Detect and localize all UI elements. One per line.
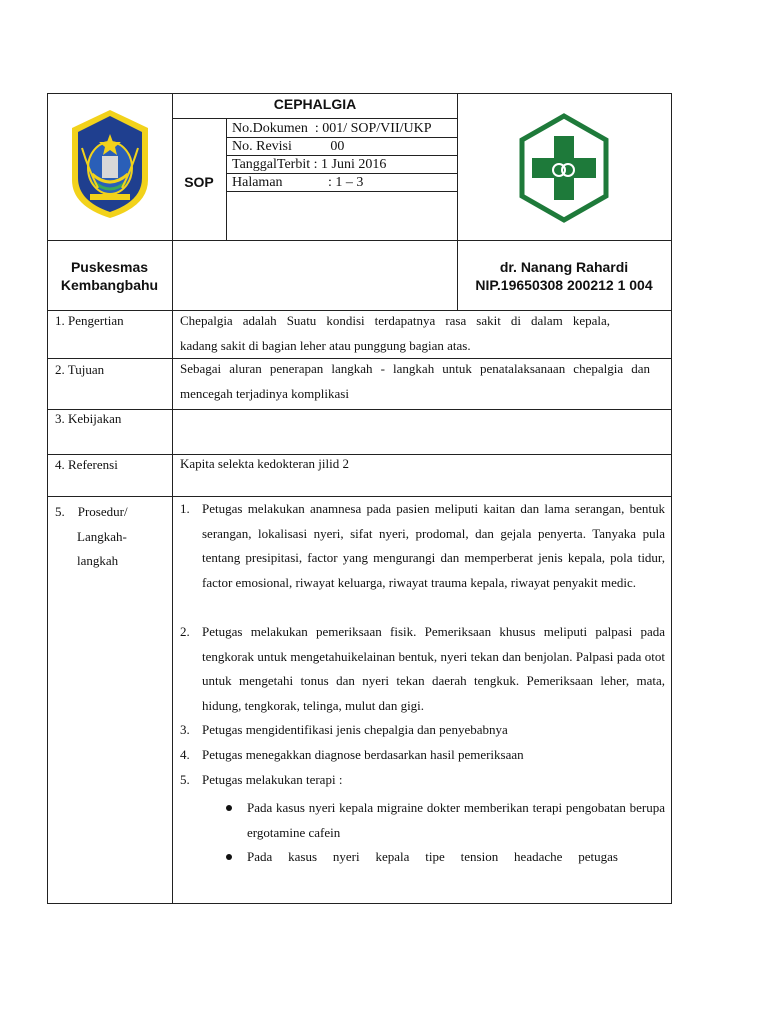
regency-crest-icon [68,108,152,220]
label-prosedur-line1: 5. Prosedur/ [55,504,128,519]
page-count: Halaman : 1 – 3 [232,175,364,190]
label-referensi: 4. Referensi [55,457,118,472]
sop-label: SOP [184,174,214,190]
org-name-line1: Puskesmas [70,259,149,275]
pengertian-line2: kadang sakit di bagian leher atau punggung bagian atas. [180,337,471,353]
procedure-step [180,497,665,595]
signer-nip: NIP.19650308 200212 1 004 [475,277,653,293]
step-text: Petugas melakukan pemeriksaan fisik. Pemeriksaan khusus meliputi palpasi pada tengkorak untuk mengetahuikelainan bentuk, nyeri tekan dan benjolan. Palpasi pada otot untuk mengetahi tonus dan nyeri tekan daerah tengkuk. Pemeriksaan leher, mata, hidung, tengkorak, telinga, mulut dan gigi. [202,624,665,713]
step-text: Petugas melakukan anamnesa pada pasien meliputi kaitan dan lama serangan, bentuk serangan, lokalisasi nyeri, sifat nyeri, prodomal, dan gejala penyerta. Tanyaka pula tentang presipitasi, factor yang mengurangi dan memperberat jenis kepala, pola tidur, factor emosional, riwayat keluarga, riwayat trauma kepala, riwayat penyakit medic. [202,501,665,590]
therapy-bullet [226,845,665,870]
bullet-dot-icon [226,805,232,811]
signer-block [457,258,671,294]
referensi-text: Kapita selekta kedokteran jilid 2 [180,456,349,471]
bullet-text: Pada kasus nyeri kepala tipe tension headache petugas [247,849,618,864]
step-number: 1. [180,501,190,516]
procedure-step [180,718,665,743]
document-title: CEPHALGIA [273,96,357,112]
step-text: Petugas menegakkan diagnose berdasarkan hasil pemeriksaan [202,747,524,762]
therapy-bullet [226,796,665,845]
step-number: 3. [180,722,190,737]
step-number: 4. [180,747,190,762]
procedure-step [180,743,665,768]
procedure-step [180,620,665,718]
label-tujuan: 2. Tujuan [55,362,105,377]
org-name [47,258,172,294]
label-prosedur-line2: Langkah- [77,528,127,544]
revision-number: No. Revisi 00 [232,139,345,154]
bullet-text: Pada kasus nyeri kepala migraine dokter memberikan terapi pengobatan berupa ergotamine cafein [247,800,665,840]
tujuan-text: Sebagai aluran penerapan langkah - langkah untuk penatalaksanaan chepalgia dan mencegah terjadinya komplikasi [180,361,650,401]
pengertian-line1: Chepalgia adalah Suatu kondisi terdapatnya rasa sakit di dalam kepala, [180,313,610,328]
procedure-step [180,768,665,793]
bullet-dot-icon [226,854,232,860]
step-text: Petugas melakukan terapi : [202,772,343,787]
label-kebijakan: 3. Kebijakan [55,411,122,426]
puskesmas-cross-icon [514,110,614,226]
step-number: 5. [180,772,190,787]
issue-date: TanggalTerbit : 1 Juni 2016 [232,157,387,172]
pengertian-text [180,309,610,358]
signer-name: dr. Nanang Rahardi [499,259,629,275]
label-pengertian: 1. Pengertian [55,313,124,328]
label-prosedur-line3: langkah [77,553,119,568]
org-name-line2: Kembangbahu [60,277,159,293]
doc-number: No.Dokumen : 001/ SOP/VII/UKP [232,121,432,136]
label-prosedur [55,500,128,574]
step-text: Petugas mengidentifikasi jenis chepalgia dan penyebabnya [202,722,508,737]
step-number: 2. [180,624,190,639]
